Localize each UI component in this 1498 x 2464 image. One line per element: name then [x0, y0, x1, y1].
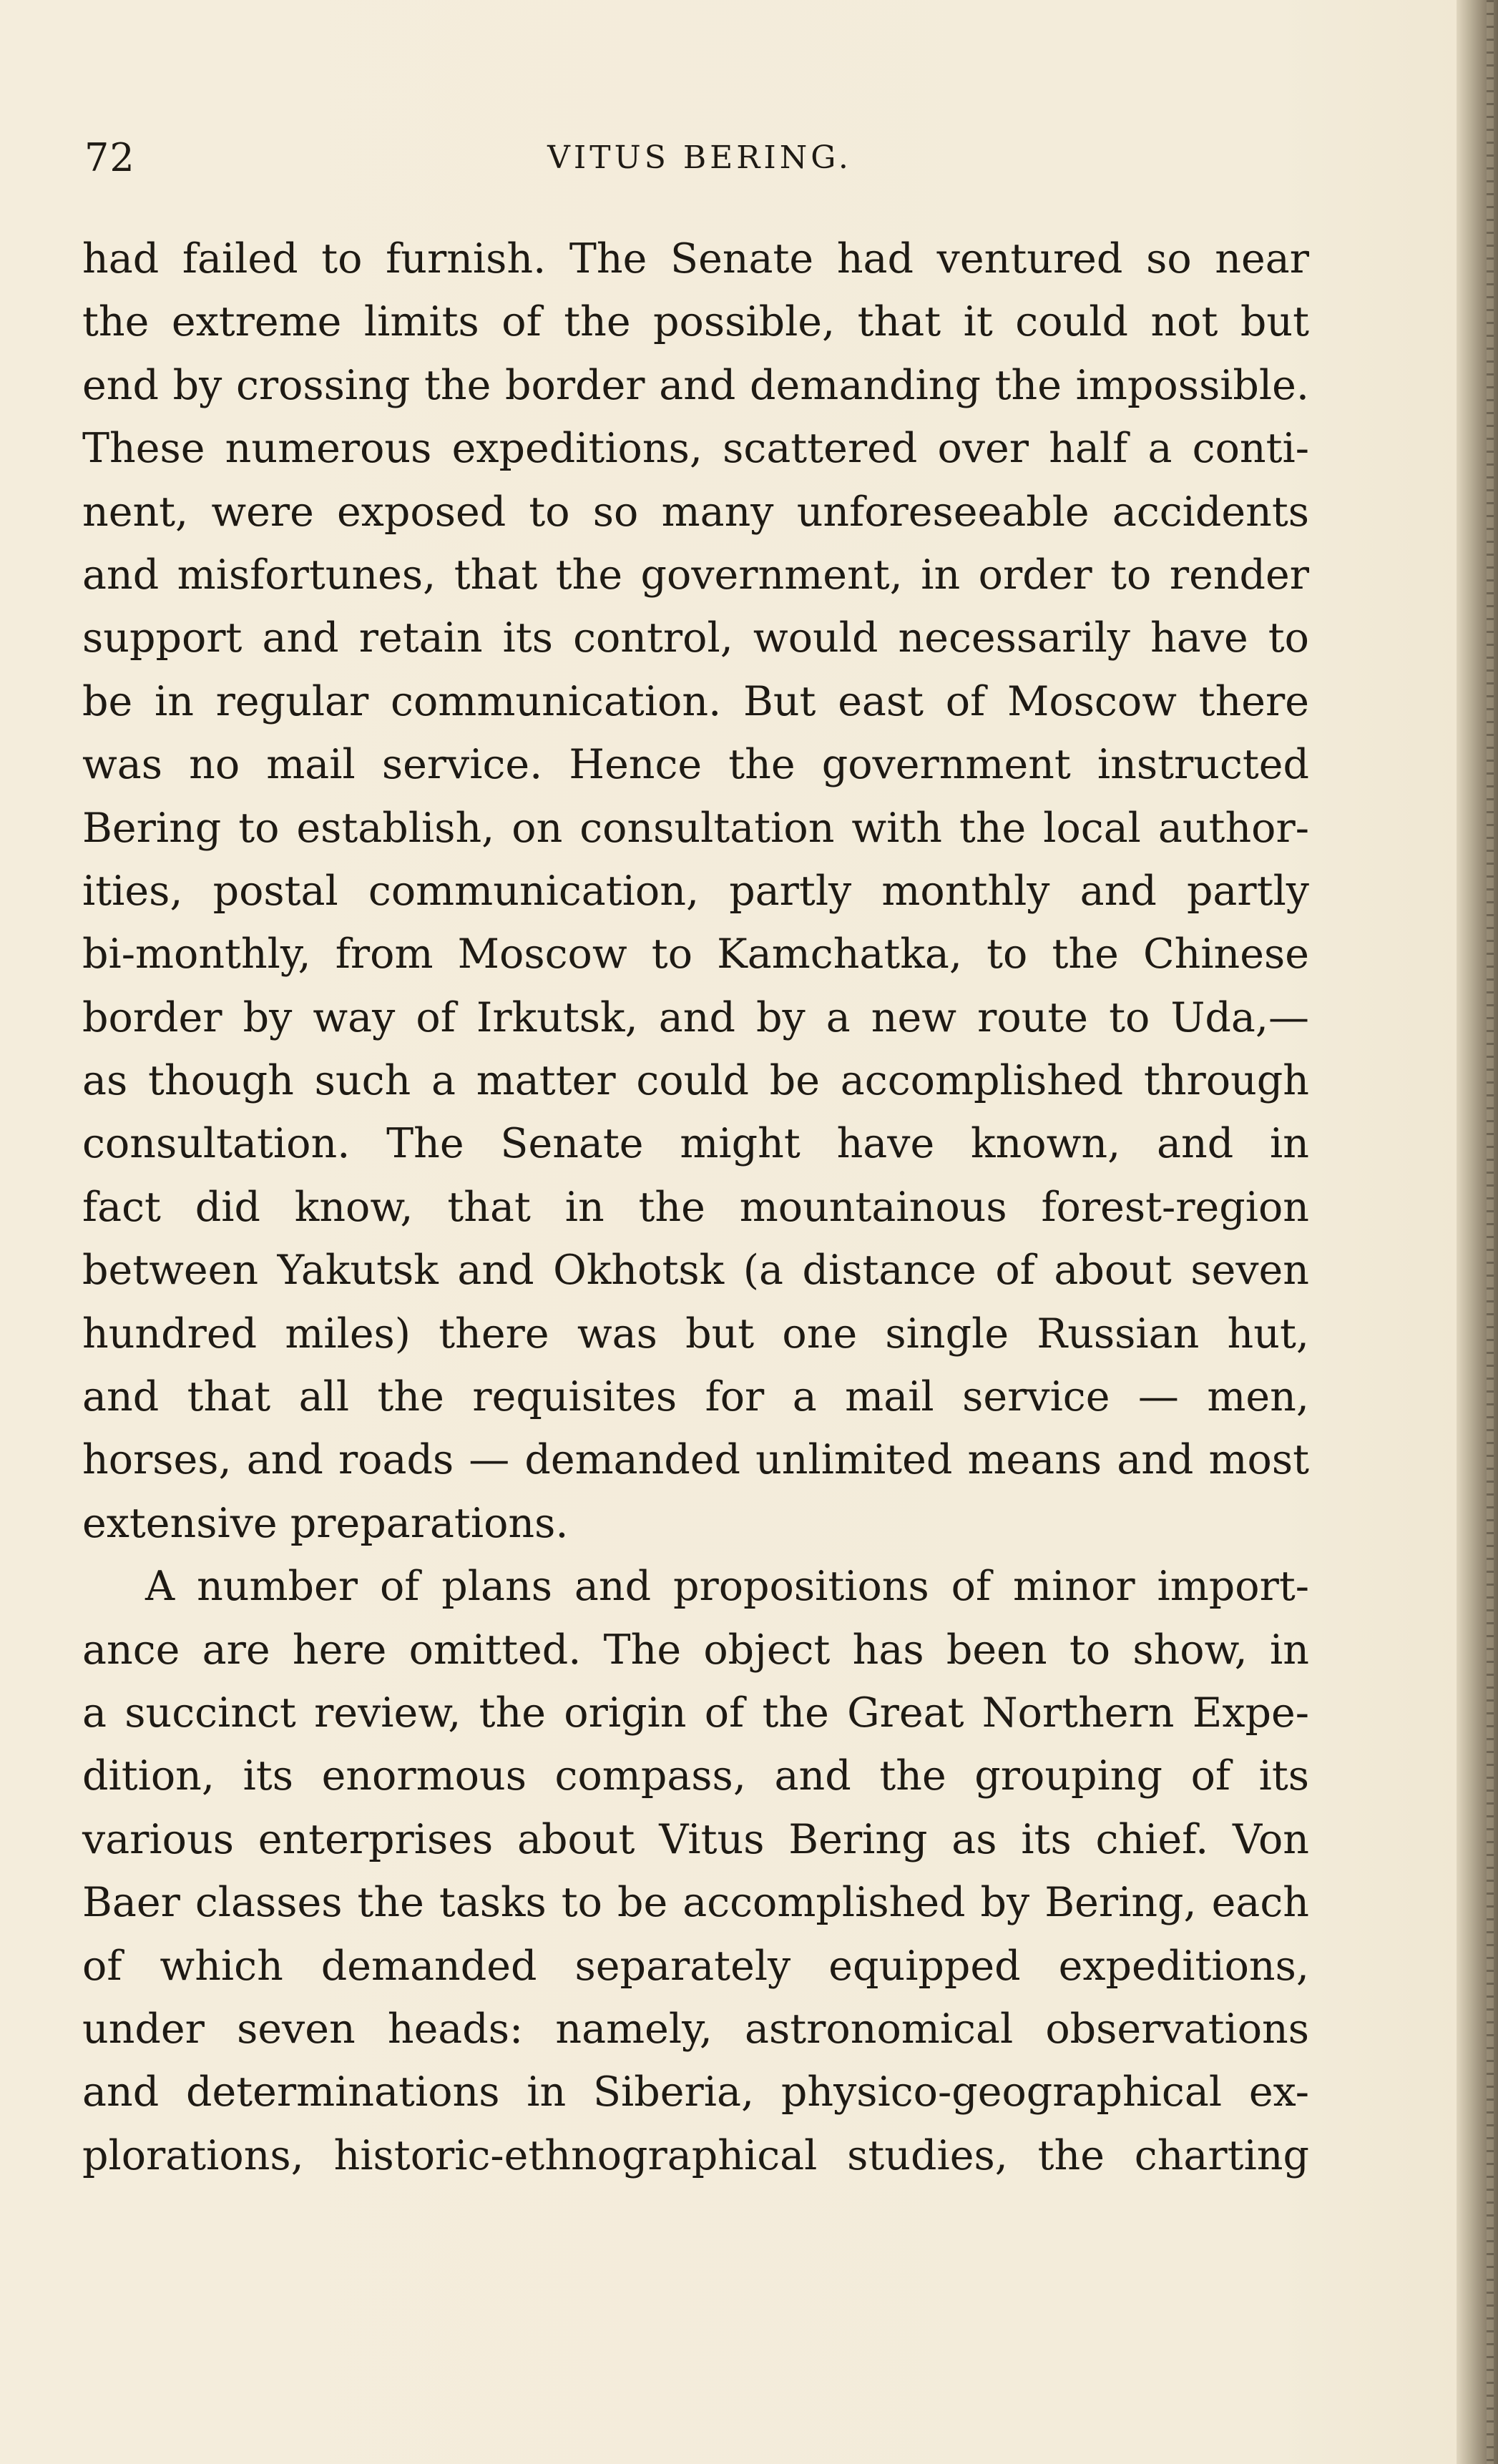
text-line: dition, its enormous compass, and the grouping of its — [82, 1752, 1309, 1800]
text-line: A number of plans and propositions of minor import- — [145, 1563, 1309, 1611]
text-line: of which demanded separately equipped expeditions, — [82, 1942, 1309, 1990]
text-line: plorations, historic-ethnographical studies, the charting — [82, 2131, 1309, 2179]
text-line: consultation. The Senate might have known, and in — [82, 1120, 1309, 1168]
text-line: and misfortunes, that the government, in order to render — [82, 551, 1309, 599]
body-text — [82, 227, 1309, 2187]
text-line: hundred miles) there was but one single Russian hut, — [82, 1310, 1309, 1358]
page-number: 72 — [84, 135, 135, 180]
text-line: was no mail service. Hence the government instructed — [82, 741, 1309, 789]
text-line: as though such a matter could be accomplished through — [82, 1057, 1309, 1105]
text-line: and that all the requisites for a mail service — men, — [82, 1373, 1309, 1421]
text-line: fact did know, that in the mountainous forest-region — [82, 1183, 1309, 1231]
text-line: and determinations in Siberia, physico-geographical ex- — [82, 2068, 1309, 2116]
running-title: VITUS BERING. — [547, 139, 852, 176]
text-line: Bering to establish, on consultation with the local author- — [82, 804, 1309, 852]
page-header — [84, 133, 1315, 183]
text-line: under seven heads: namely, astronomical observations — [82, 2005, 1309, 2053]
text-line: ance are here omitted. The object has been to show, in — [82, 1626, 1309, 1674]
text-line: the extreme limits of the possible, that it could not but — [82, 298, 1309, 346]
page-edge-texture — [1487, 0, 1494, 2464]
text-line: nent, were exposed to so many unforeseeable accidents — [82, 488, 1309, 536]
text-line: various enterprises about Vitus Bering as its chief. Von — [82, 1815, 1309, 1863]
text-line: a succinct review, the origin of the Great Northern Expe- — [82, 1689, 1309, 1737]
text-line: ities, postal communication, partly monthly and partly — [82, 867, 1309, 915]
text-line: Baer classes the tasks to be accomplished by Bering, each — [82, 1879, 1309, 1927]
text-line: border by way of Irkutsk, and by a new route to Uda,— — [82, 993, 1309, 1041]
text-line: horses, and roads — demanded unlimited means and most — [82, 1436, 1309, 1484]
text-line: end by crossing the border and demanding the impossible. — [82, 361, 1309, 409]
text-line: be in regular communication. But east of Moscow there — [82, 677, 1309, 725]
text-line: support and retain its control, would necessarily have to — [82, 614, 1309, 662]
text-line: had failed to furnish. The Senate had ventured so near — [82, 235, 1309, 283]
text-line: extensive preparations. — [82, 1499, 569, 1547]
text-line: These numerous expeditions, scattered over half a conti- — [82, 425, 1309, 473]
text-line: between Yakutsk and Okhotsk (a distance of about seven — [82, 1247, 1309, 1295]
text-line: bi-monthly, from Moscow to Kamchatka, to the Chinese — [82, 931, 1309, 978]
